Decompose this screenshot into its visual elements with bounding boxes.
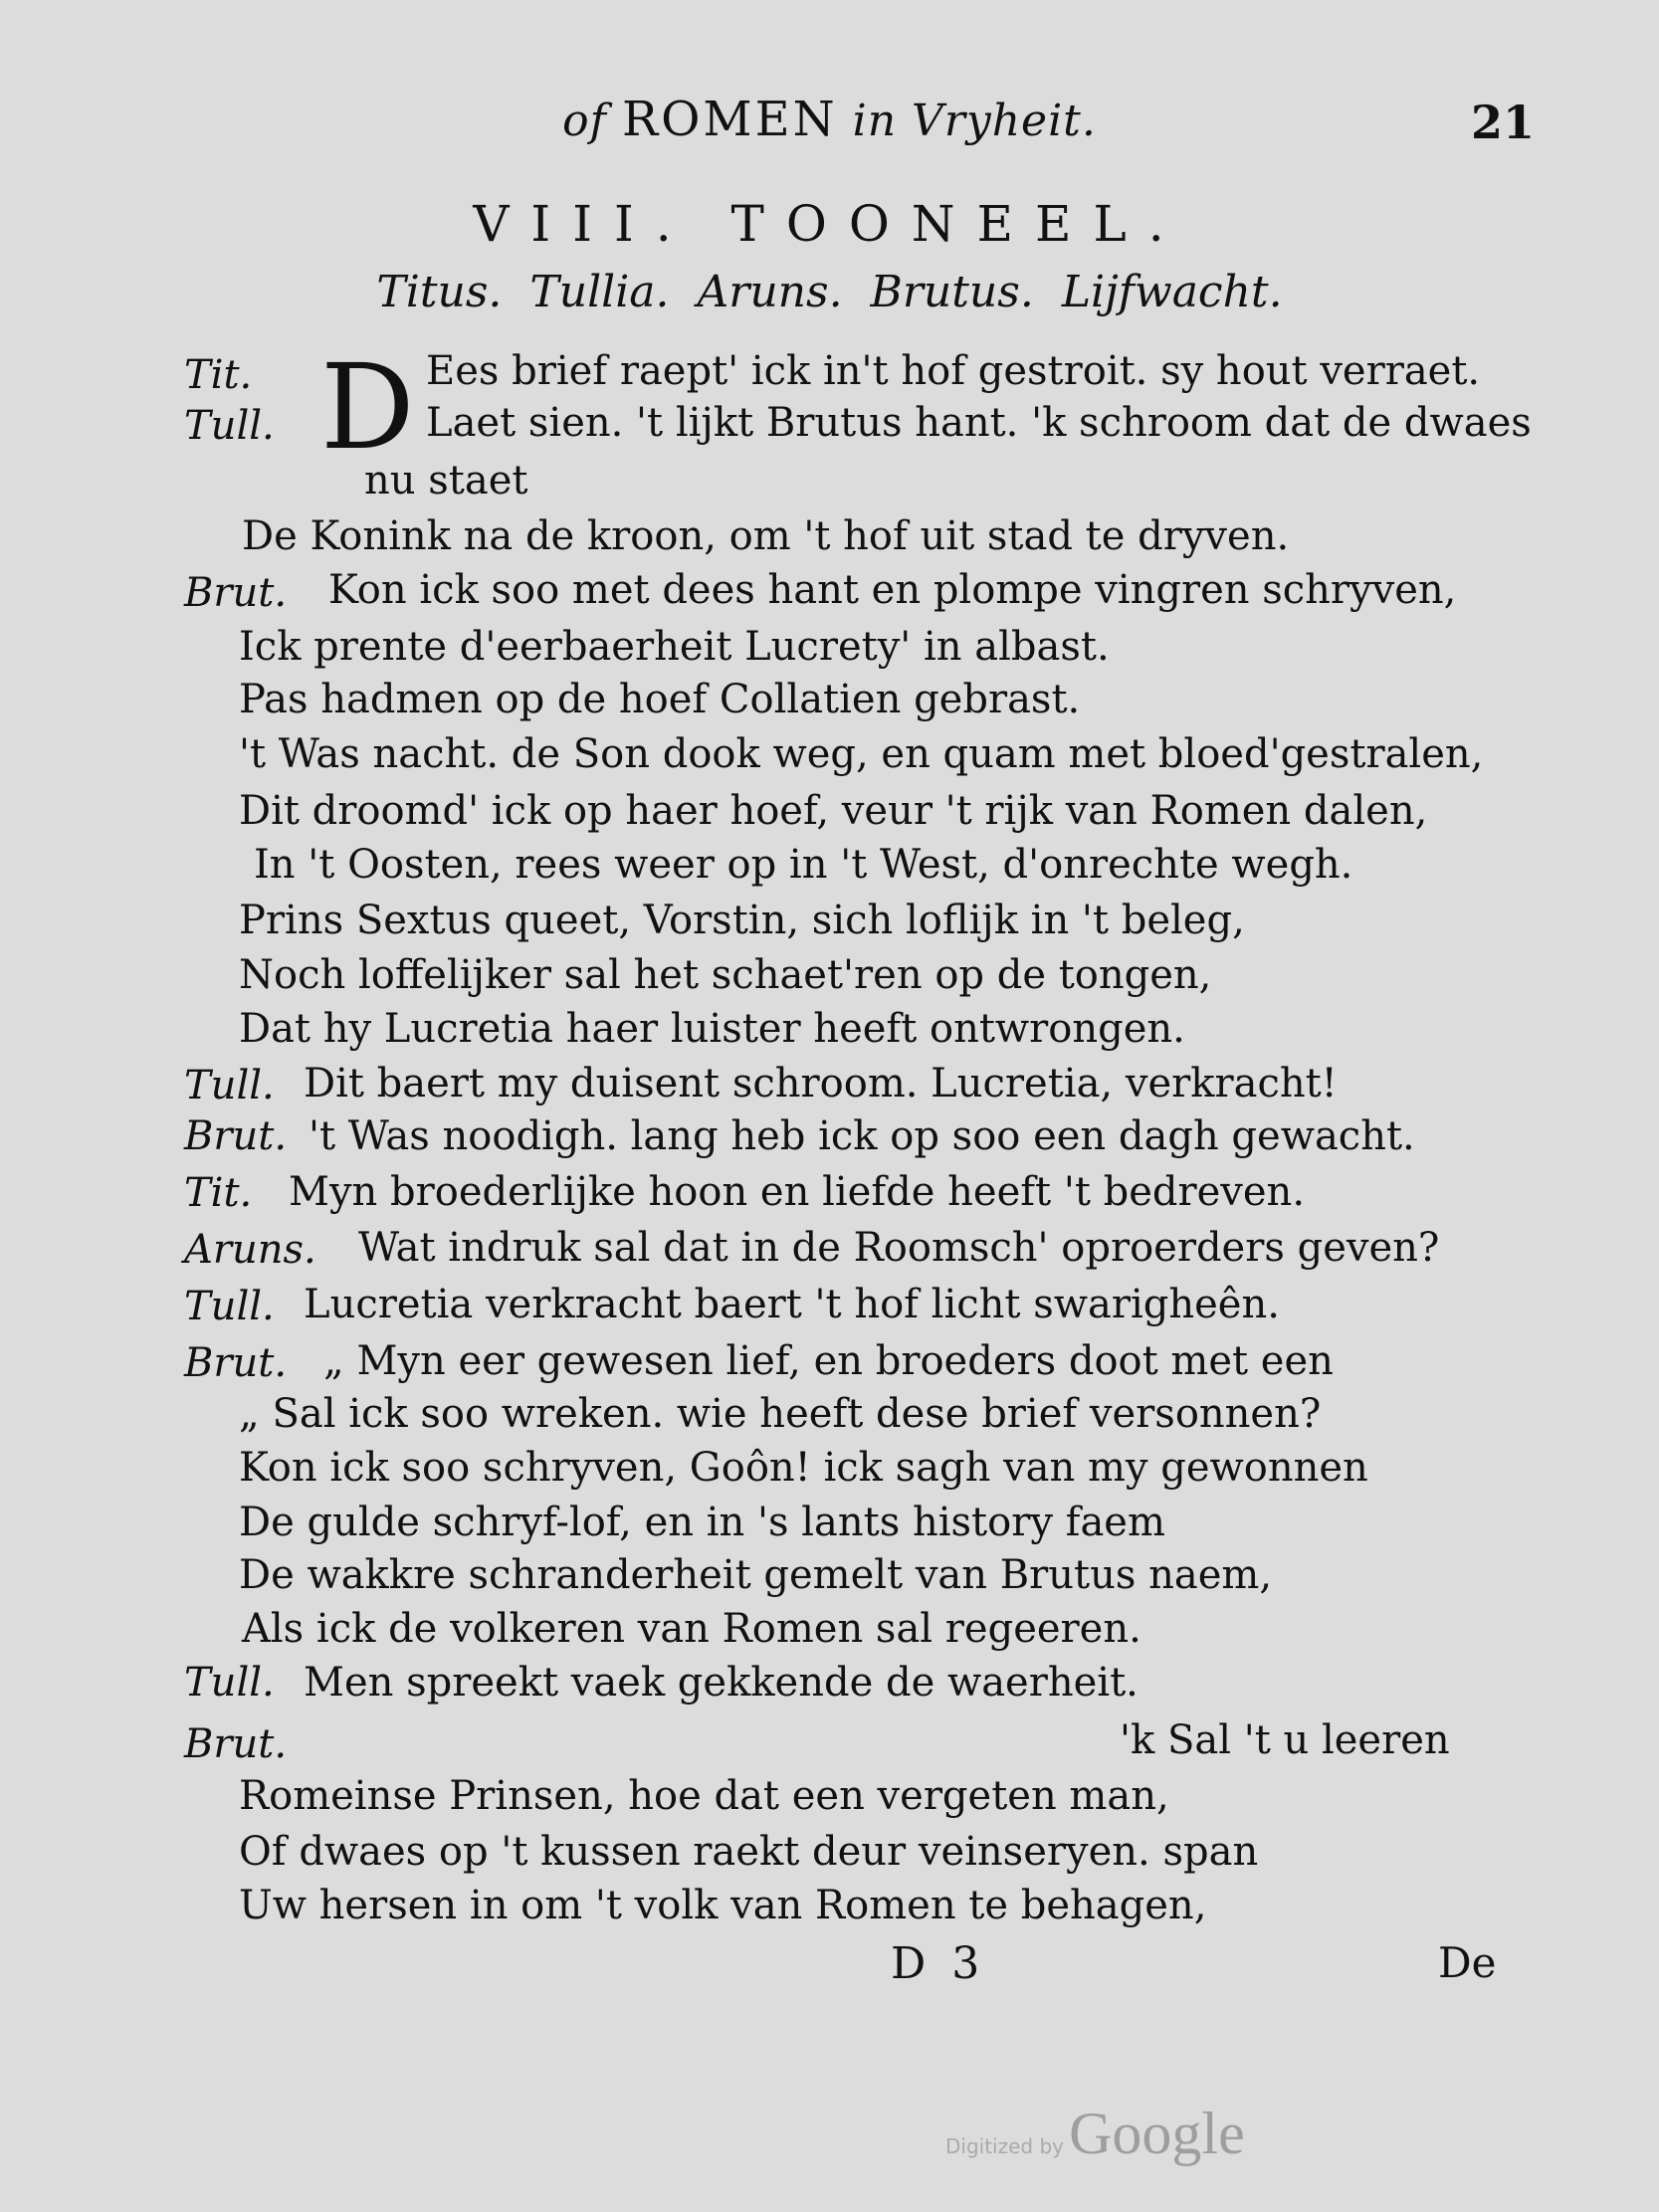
verse-line: De gulde schryf-lof, en in 's lants history faem [239, 1500, 1165, 1545]
running-title [0, 92, 1659, 147]
verse-line: nu staet [364, 458, 528, 503]
cast-list: Titus. Tullia. Aruns. Brutus. Lijfwacht. [376, 267, 1283, 317]
running-title-main: ROMEN [621, 92, 838, 147]
verse-line: Dit droomd' ick op haer hoef, veur 't rijk van Romen dalen, [239, 788, 1428, 834]
speaker-label: Tit. [184, 1170, 253, 1216]
verse-line: Myn broederlijke hoon en liefde heeft 't bedreven. [289, 1169, 1306, 1215]
scene-title: VIII. TOONEEL. [473, 195, 1186, 253]
verse-line: Of dwaes op 't kussen raekt deur veinseryen. span [239, 1829, 1259, 1875]
verse-line: Lucretia verkracht baert 't hof licht swarigheên. [304, 1282, 1280, 1327]
verse-line: Ees brief raept' ick in't hof gestroit. sy hout verraet. [426, 348, 1481, 394]
watermark-small: Digitized by [945, 2134, 1064, 2158]
verse-line: Kon ick soo met dees hant en plompe vingren schryven, [328, 567, 1457, 613]
verse-line: 't Was noodigh. lang heb ick op soo een dagh gewacht. [309, 1113, 1415, 1159]
running-title-end: Vryheit. [912, 96, 1097, 146]
verse-line: Prins Sextus queet, Vorstin, sich loflijk in 't beleg, [239, 898, 1245, 943]
verse-line: Pas hadmen op de hoef Collatien gebrast. [239, 677, 1081, 722]
verse-line: Dit baert my duisent schroom. Lucretia, verkracht! [304, 1061, 1338, 1106]
google-logo: Google [1069, 2101, 1245, 2166]
verse-line: De wakkre schranderheit gemelt van Brutus naem, [239, 1552, 1273, 1598]
speaker-label: Tull. [184, 1284, 275, 1329]
verse-line: Dat hy Lucretia haer luister heeft ontwrongen. [239, 1006, 1185, 1052]
speaker-label: Tit. [184, 352, 253, 398]
drop-cap: D [320, 338, 415, 476]
verse-line: Noch loffelijker sal het schaet'ren op de tongen, [239, 952, 1212, 998]
speaker-label: Tull. [184, 403, 275, 449]
verse-line: Ick prente d'eerbaerheit Lucrety' in albast. [239, 624, 1110, 670]
speaker-label: Brut. [184, 1340, 288, 1386]
speaker-label: Brut. [184, 570, 288, 616]
verse-line: In 't Oosten, rees weer op in 't West, d'onrechte wegh. [254, 842, 1353, 888]
speaker-label: Brut. [184, 1113, 288, 1159]
speaker-label: Tull. [184, 1660, 275, 1706]
verse-line: „ Myn eer gewesen lief, en broeders doot met een [323, 1338, 1334, 1384]
verse-line: „ Sal ick soo wreken. wie heeft dese brief versonnen? [239, 1391, 1322, 1437]
verse-line: 'k Sal 't u leeren [1120, 1717, 1450, 1763]
verse-line: Kon ick soo schryven, Goôn! ick sagh van my gewonnen [239, 1445, 1368, 1491]
verse-line: Romeinse Prinsen, hoe dat een vergeten man, [239, 1773, 1169, 1819]
verse-line: Men spreekt vaek gekkende de waerheit. [304, 1660, 1139, 1706]
watermark [945, 2100, 1245, 2168]
page-number: 21 [1471, 96, 1536, 149]
running-title-mid: in [852, 96, 898, 146]
speaker-label: Brut. [184, 1721, 288, 1767]
speaker-label: Aruns. [184, 1227, 316, 1273]
verse-line: De Konink na de kroon, om 't hof uit stad te dryven. [242, 513, 1290, 559]
catchword: De [1438, 1938, 1497, 1987]
verse-line: Laet sien. 't lijkt Brutus hant. 'k schroom dat de dwaes [426, 400, 1532, 446]
signature-mark: D 3 [891, 1938, 986, 1989]
verse-line: Uw hersen in om 't volk van Romen te behagen, [239, 1883, 1207, 1928]
verse-line: Wat indruk sal dat in de Roomsch' oproerders geven? [358, 1225, 1440, 1271]
verse-line: 't Was nacht. de Son dook weg, en quam met bloed'gestralen, [239, 731, 1484, 777]
verse-line: Als ick de volkeren van Romen sal regeeren. [242, 1606, 1141, 1652]
speaker-label: Tull. [184, 1063, 275, 1108]
running-title-prefix: of [562, 96, 607, 146]
